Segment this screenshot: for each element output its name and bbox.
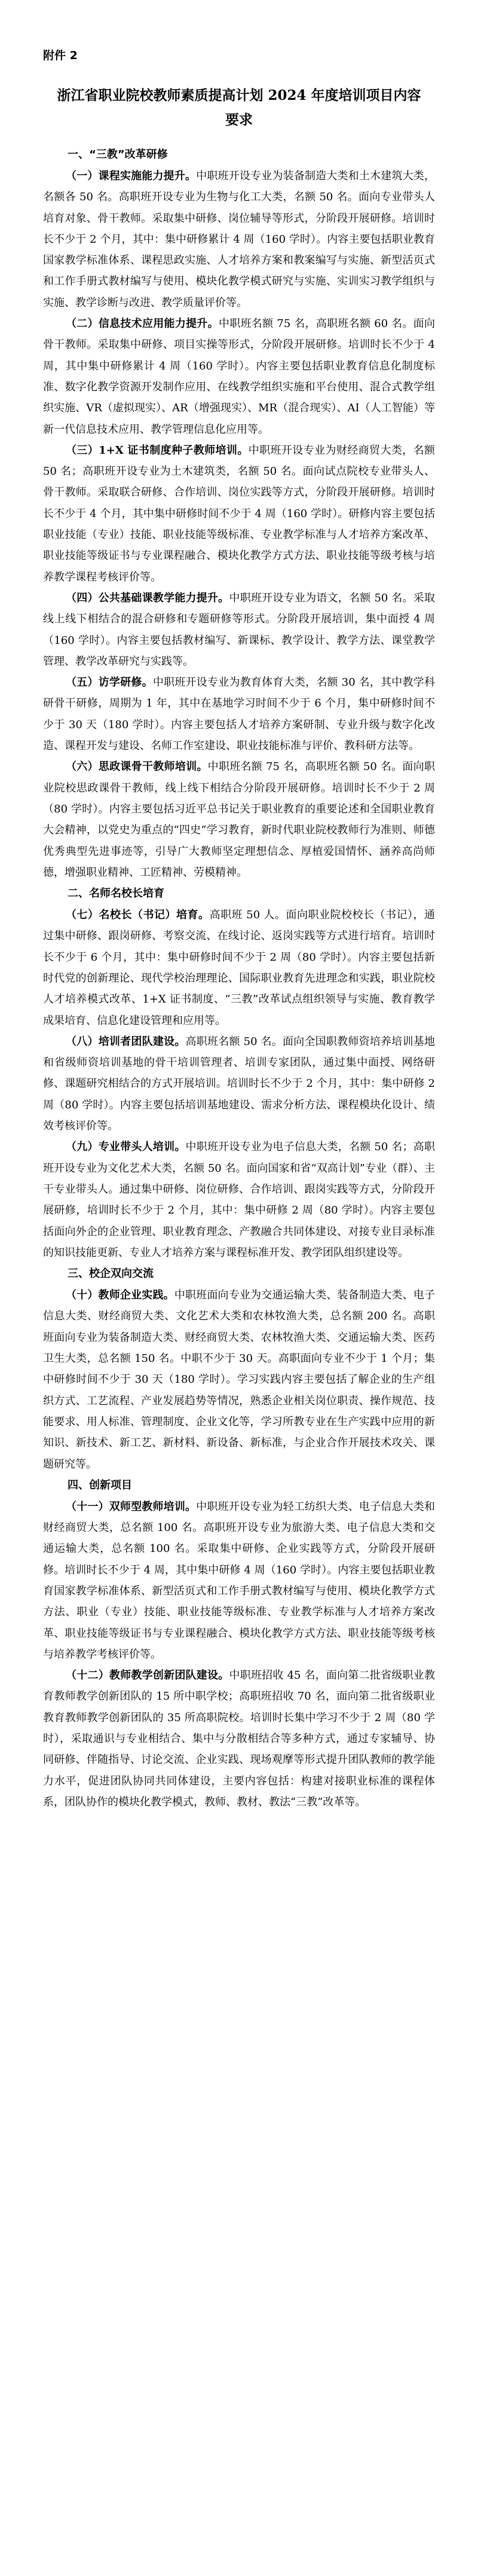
item-lead: （三）1+X 证书制度种子教师培训。 [66,444,249,457]
item-body: 中职班开设专业为财经商贸大类，名额 50 名；高职班开设专业为土木建筑类，名额 50 名。面向试点院校专业带头人、骨干教师。采取联合研修、合作培训、岗位实践等方式，分阶段开展研修。培训时长不少于 4 个月，其中集中研修时间不少于 4 周（160 学时）。研修内容主要包括职业技能（专业）技能、职业技能等级标准、专业教学标准与人才培养方案改革、职业技能等级证书与专业课程融合、模块化教学方式方法、职业技能等级考核与培养教学课程考核评价等。 [43,444,436,583]
item-12 [43,1665,435,1813]
item-1 [43,166,435,313]
item-lead: （七）名校长（书记）培育。 [66,909,210,922]
item-5 [43,672,435,756]
item-lead: （九）专业带头人培训。 [66,1141,186,1154]
section-heading: 二、名师名校长培育 [68,887,164,900]
section-2 [43,883,435,1263]
item-body: 高职班 50 人。面向职业院校校长（书记），通过集中研修、跟岗研修、考察交流、在线讨论、返岗实践等方式进行培育。培训时长不少于 6 个月，其中：集中研修时间不少于 2 周（80 学时）。内容主要包括新时代党的创新理论、现代学校治理理论、国际职业教育先进理念和实践，职业院校人才培养模式改革、1+X 证书制度、“三教”改革试点组织领导与实施、教育教学成果培育、信息化建设管理和应用等。 [43,909,435,1027]
item-body: 高职班名额 50 名。面向全国职教师资培养培训基地和省级师资培训基地的骨干培训管理者、培训专家团队，通过集中面授、网络研修、课题研究相结合的方式开展培训。培训时长不少于 2 个月，其中：集中研修 2 周（80 学时）。内容主要包括培训基地建设、需求分析方法、课程模块化设计、绩效考核评价等。 [43,1035,435,1133]
section-4 [43,1475,435,1813]
item-lead: （四）公共基础课教学能力提升。 [66,591,229,604]
item-body: 中职班名额 75 名，高职班名额 60 名。面向骨干教师。采取集中研修、项目实操等形式，分阶段开展研修。培训时长不少于 4 周，其中集中研修累计 4 周（160 学时）。内容主要包括职业教育信息化制度标准、数字化教学资源开发制作应用、在线教学组织实施和平台使用、混合式教学组织实施、VR（虚拟现实）、AR（增强现实）、MR（混合现实）、AI（人工智能）等新一代信息技术应用、教学管理信息化应用等。 [43,317,435,436]
section-heading: 四、创新项目 [68,1478,132,1492]
item-lead: （十二）教师教学创新团队建设。 [66,1669,229,1682]
section-3 [43,1263,435,1475]
item-2 [43,313,435,440]
item-body: 中职班面向专业为交通运输大类、装备制造大类、电子信息大类、财经商贸大类、文化艺术大类和农林牧渔大类，总名额 200 名。高职班面向专业为装备制造大类、财经商贸大类、农林牧渔大类、交通运输大类、医药卫生大类，总名额 150 名。中职不少于 30 天。高职面向专业不少于 1 个月；集中研修时间不少于 30 天（180 学时）。学习实践内容主要包括了解企业的生产组织方式、工艺流程、产业发展趋势等情况，熟悉企业相关岗位职责、操作规范、技能要求、用人标准、管理制度、企业文化等，学习所教专业在生产实践中应用的新知识、新技术、新工艺、新材料、新设备、新标准，与企业合作开展技术攻关、课题研究等。 [43,1289,436,1471]
item-lead: （十一）双师型教师培训。 [66,1500,197,1513]
section-1 [43,144,435,883]
item-8 [43,1031,435,1136]
item-body: 中职班开设专业为语文，名额 50 名。采取线上线下相结合的混合研修和专题研修等形式。分阶段开展培训，集中面授 4 周（160 学时）。内容主要包括教材编写、新课标、教学设计、教学方法、课堂教学管理、教学改革研究与实践等。 [43,591,435,668]
item-body: 中职班名额 75 名，高职班名额 50 名。面向职业院校思政课骨干教师，线上线下相结合分阶段开展研修。培训时长不少于 2 周（80 学时）。内容主要包括习近平总书记关于职业教育的重要论述和全国职业教育大会精神，以党史为重点的“四史”学习教育，新时代职业院校教师行为准则、师德优秀典型先进事迹等，引导广大教师坚定理想信念、厚植爱国情怀、涵养高尚师德，增强职业精神、工匠精神、劳模精神。 [43,760,435,879]
item-9 [43,1136,435,1263]
annex-label: 附件 2 [43,49,78,62]
item-body: 中职班开设专业为电子信息大类，名额 50 名；高职班开设专业为文化艺术大类，名额 50 名。面向国家和省“双高计划”专业（群）、主干专业带头人。通过集中研修、岗位研修、合作培训、跟岗实践等方式，分阶段开展研修，培训时长不少于 2 个月，其中：集中研修 2 周（80 学时）。内容主要包括面向外企的企业管理、职业教育理念、产教融合共同体建设、对接专业目录标准的知识技能更新、专业人才培养方案与课程标准开发、教学团队组织建设等。 [43,1141,435,1259]
item-4 [43,588,435,672]
section-heading: 一、“三教”改革研修 [68,148,168,161]
item-7 [43,904,435,1031]
item-11 [43,1496,435,1665]
item-body: 中职班开设专业为教育体育大类，名额 30 名，其中教学科研骨干研修，周期为 1 年，其中在基地学习时间不少于 6 个月，集中研修时间不少于 30 天（180 学时）。内容主要包括人才培养方案研制、专业升级与数字化改造、课程开发与建设、名师工作室建设、职业技能标准与评价、教科研方法等。 [43,676,435,753]
item-lead: （八）培训者团队建设。 [66,1035,186,1048]
item-body: 中职班招收 45 名，面向第二批省级职业教育教师教学创新团队的 15 所中职学校；高职班招收 70 名，面向第二批省级职业教育教师教学创新团队的 35 所高职院校。培训时长集中学习不少于 2 周（80 学时），采取通识与专业相结合、集中与分散相结合等多种方式，通过专家辅导、协同研修、伴随指导、讨论交流、企业实践、现场观摩等形式提升团队教师的教学能力水平，促进团队协同共同体建设，主要内容包括：构建对接职业标准的课程体系，团队协作的模块化教学模式，教师、教材、教法“三教”改革等。 [43,1669,435,1808]
item-3 [43,440,435,588]
document-title: 浙江省职业院校教师素质提高计划 2024 年度培训项目内容要求 [57,87,421,128]
item-body: 中职班开设专业为装备制造大类和土木建筑大类，名额各 50 名。高职班开设专业为生物与化工大类，名额 50 名。面向专业带头人培育对象、骨干教师。采取集中研修、岗位辅导等形式，分阶段开展研修。培训时长不少于 2 个月，其中：集中研修累计 4 周（160 学时）。内容主要包括职业教育国家教学标准体系、课程思政实施、人才培养方案和教案编写与实施、新型活页式和工作手册式教材编写与使用、模块化教学模式研究与实施、实训实习教学组织与实施、教学诊断与改进、教学质量评价等。 [43,170,436,309]
section-heading: 三、校企双向交流 [68,1267,154,1281]
item-6 [43,756,435,883]
item-10 [43,1285,435,1475]
item-lead: （十）教师企业实践。 [66,1289,174,1302]
item-body: 中职班开设专业为轻工纺织大类、电子信息大类和财经商贸大类，总名额 100 名。高职班开设专业为旅游大类、电子信息大类和交通运输大类，总名额 100 名。采取集中研修、企业实践等方式，分阶段开展研修。培训时长不少于 4 周，其中集中研修 4 周（160 学时）。内容主要包括职业教育国家教学标准体系、新型活页式和工作手册式教材编写与使用、模块化教学方式方法、职业（专业）技能、职业技能等级标准、专业教学标准与人才培养方案改革、职业技能等级证书与专业课程融合、模块化教学方式方法、职业技能等级考核与培养教学考核评价等。 [43,1500,436,1661]
item-lead: （五）访学研修。 [66,676,153,689]
item-lead: （一）课程实施能力提升。 [66,170,197,182]
item-lead: （二）信息技术应用能力提升。 [66,317,219,331]
item-lead: （六）思政课骨干教师培训。 [66,760,208,774]
